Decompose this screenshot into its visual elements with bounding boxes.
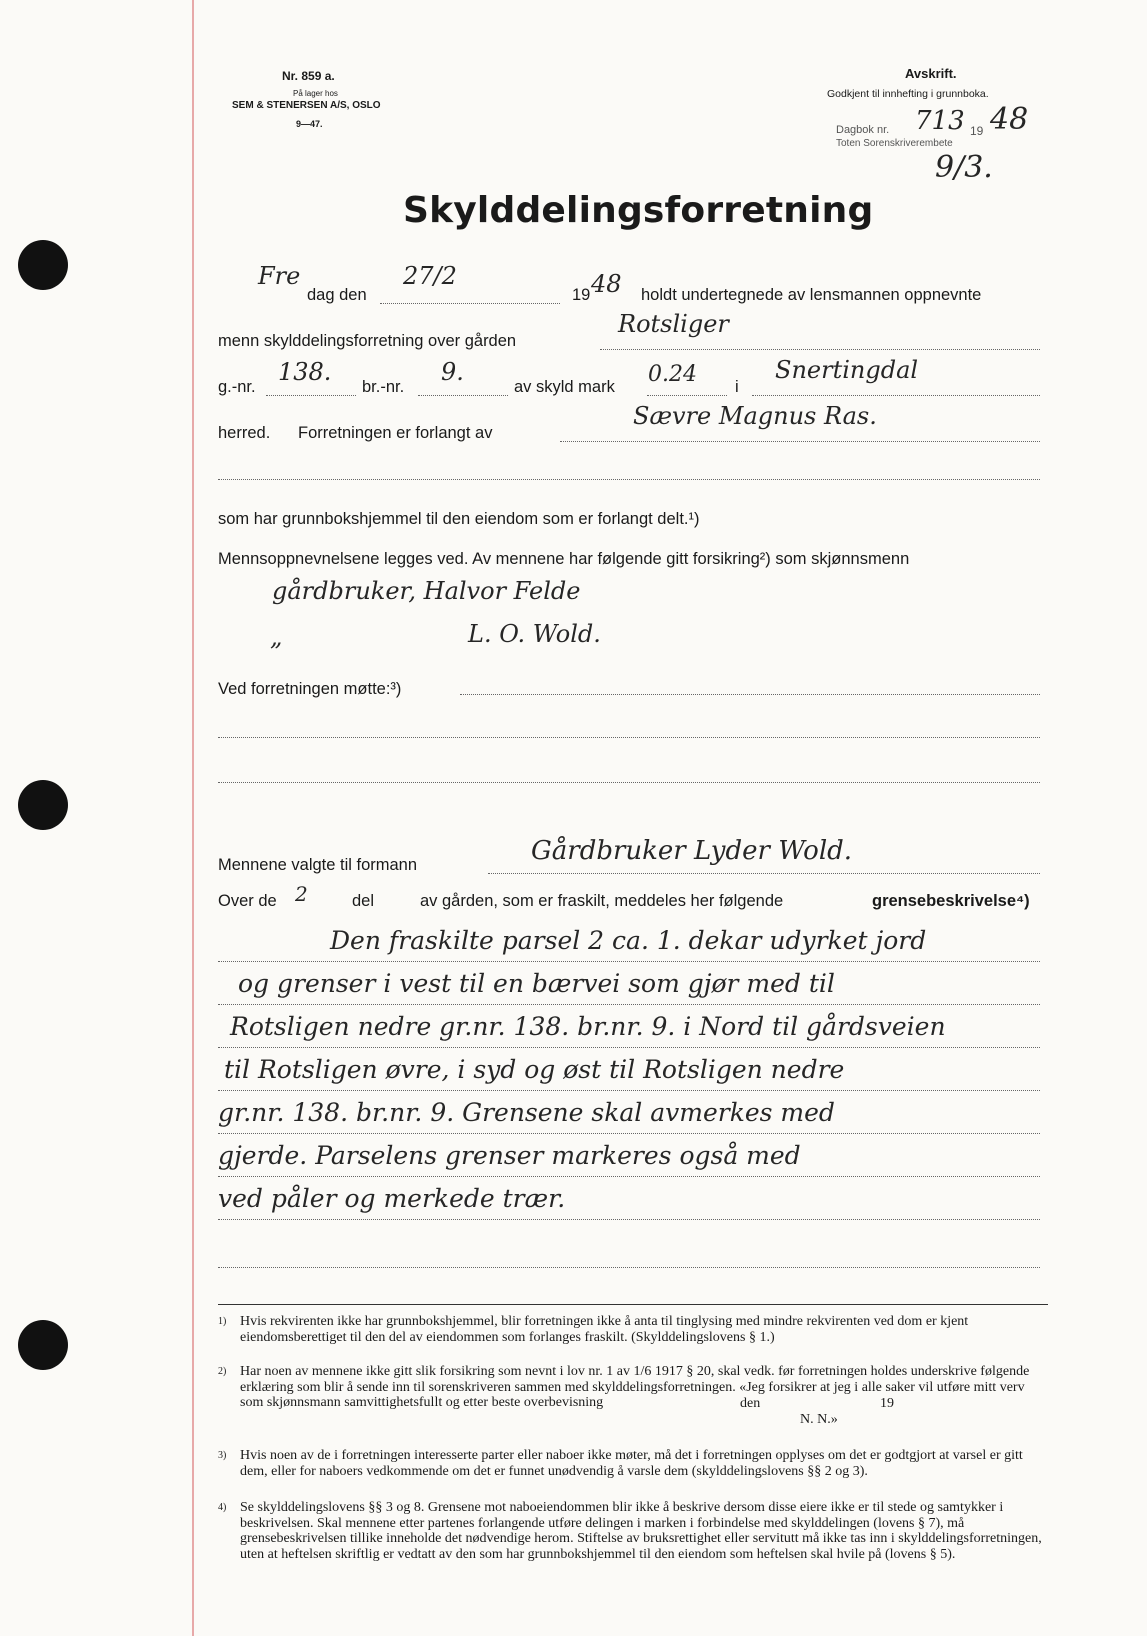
requester-handwritten: Sævre Magnus Ras. bbox=[633, 402, 877, 430]
ruled-line bbox=[218, 1267, 1040, 1268]
form-number: Nr. 859 a. bbox=[282, 69, 335, 83]
footnote-number: 4) bbox=[218, 1502, 227, 1513]
weekday-handwritten: Fre bbox=[258, 262, 301, 290]
in-label: i bbox=[735, 378, 739, 396]
over-label: Over de bbox=[218, 892, 277, 910]
footnote-text: Hvis rekvirenten ikke har grunnbokshjemmel, blir forretningen ikke å anta til tinglysing med mindre rekvirenten ved dom er kjent eiendomsberettiget til den del av eiendommen som forlanges fraskilt. (Skylddelingslovens § 1.) bbox=[240, 1314, 969, 1345]
chairman-label: Mennene valgte til formann bbox=[218, 856, 418, 874]
document-title: Skylddelingsforretning bbox=[403, 190, 874, 231]
gnr-line bbox=[266, 395, 356, 396]
requester-line bbox=[560, 441, 1040, 442]
appointment-text: Mennsoppnevnelsene legges ved. Av mennene har følgende gitt forsikring²) som skjønnsmenn bbox=[218, 550, 910, 568]
ruled-line bbox=[218, 961, 1040, 962]
ruled-line bbox=[218, 1090, 1040, 1091]
godkjent-label: Godkjent til innhefting i grunnboka. bbox=[827, 88, 989, 100]
dagbok-year: 48 bbox=[990, 102, 1029, 137]
blank-line bbox=[218, 737, 1040, 738]
description-line-2: og grenser i vest til en bærvei som gjør med til bbox=[238, 969, 835, 998]
attendees-label: Ved forretningen møtte:³) bbox=[218, 680, 402, 698]
printer-name: SEM & STENERSEN A/S, OSLO bbox=[232, 100, 381, 111]
footnote-den: den bbox=[740, 1395, 761, 1411]
year-handwritten: 48 bbox=[591, 270, 622, 298]
blank-line bbox=[218, 782, 1040, 783]
footnote-text: Har noen av mennene ikke gitt slik forsikring som nevnt i lov nr. 1 av 1/6 1917 § 20, skal vedk. før forretningen holdes underskrive følgende erklæring som blir å sende inn til sorenskriveren sammen med skylddelingsforretningen. «Jeg forsikrer at jeg i alle saker vil utføre mitt verv som skjønnsmann samvittighetsfullt og etter beste overbevisning bbox=[240, 1364, 1030, 1410]
office-stamp: Toten Sorenskriverembete bbox=[836, 138, 953, 149]
gnr-label: g.-nr. bbox=[218, 378, 256, 396]
description-line-4: til Rotsligen øvre, i syd og øst til Rotsligen nedre bbox=[224, 1055, 845, 1084]
ruled-line bbox=[218, 1047, 1040, 1048]
printer-date: 9—47. bbox=[296, 119, 323, 129]
requested-by-label: Forretningen er forlangt av bbox=[298, 424, 493, 442]
skyld-label: av skyld mark bbox=[514, 378, 615, 396]
ditto-mark: „ bbox=[270, 623, 283, 651]
dagbok-number: 713 bbox=[915, 106, 965, 136]
day-label: dag den bbox=[307, 286, 367, 304]
chairman-handwritten: Gårdbruker Lyder Wold. bbox=[531, 836, 853, 866]
date-handwritten: 27/2 bbox=[403, 262, 457, 290]
registration-date: 9/3. bbox=[935, 150, 993, 185]
footnote-number: 3) bbox=[218, 1450, 227, 1461]
gnr-handwritten: 138. bbox=[278, 358, 332, 386]
blank-line bbox=[218, 479, 1040, 480]
footnote-text: Se skylddelingslovens §§ 3 og 8. Grensene mot naboeiendommen blir ikke å beskrive dersom disse eiere ikke er til stede og samtykker i beskrivelsen. Skal mennene etter partenes forlangende utføre delingen i marken i forbindelse med skylddelingen (lovens § 7), må grensebeskrivelsen tillike inneholde det nødvendige herom. Stiftelse av bruksrettighet eller servitutt må ikke tas inn i skylddelingsforretningen, uten at heftelsen skriftlig er vedtatt av den som har grunnbokshjemmel til den eiendom som heftelsen skal hvile på (lovens § 5). bbox=[240, 1500, 1042, 1562]
footnote-4 bbox=[218, 1500, 1048, 1562]
footnote-number: 2) bbox=[218, 1366, 227, 1377]
grunnbok-text: som har grunnbokshjemmel til den eiendom som er forlangt delt.¹) bbox=[218, 510, 700, 528]
footnote-number: 1) bbox=[218, 1316, 227, 1327]
intro-text: holdt undertegnede av lensmannen oppnevnte bbox=[641, 286, 982, 304]
part-handwritten: 2 bbox=[295, 882, 308, 906]
description-line-7: ved påler og merkede trær. bbox=[218, 1184, 566, 1213]
boundary-intro: av gården, som er fraskilt, meddeles her følgende bbox=[420, 892, 784, 910]
place-line bbox=[752, 395, 1040, 396]
attendees-line bbox=[460, 694, 1040, 695]
farm-label: menn skylddelingsforretning over gården bbox=[218, 332, 517, 350]
ruled-line bbox=[218, 1176, 1040, 1177]
ruled-line bbox=[218, 1219, 1040, 1220]
avskrift-label: Avskrift. bbox=[905, 66, 957, 81]
brnr-handwritten: 9. bbox=[441, 358, 464, 386]
punch-hole bbox=[18, 240, 68, 290]
footnote-3 bbox=[218, 1448, 1048, 1479]
margin-rule bbox=[192, 0, 194, 1636]
brnr-line bbox=[418, 395, 508, 396]
ruled-line bbox=[218, 1133, 1040, 1134]
punch-hole bbox=[18, 780, 68, 830]
footnote-text: Hvis noen av de i forretningen interesserte parter eller naboer ikke møter, må det i forretningen opplyses om det er godtgjort at varsel er gitt dem, eller for naboers vedkommende om det er funnet unødvendig å varsle dem (skylddelingslovens §§ 2 og 3). bbox=[240, 1448, 1023, 1479]
year-print: 19 bbox=[572, 286, 591, 304]
description-line-3: Rotsligen nedre gr.nr. 138. br.nr. 9. i Nord til gårdsveien bbox=[230, 1012, 946, 1041]
chairman-line bbox=[488, 873, 1040, 874]
part-label: del bbox=[352, 892, 375, 910]
footnote-divider bbox=[218, 1304, 1048, 1305]
dagbok-label: Dagbok nr. bbox=[836, 124, 890, 136]
description-line-1: Den fraskilte parsel 2 ca. 1. dekar udyrket jord bbox=[330, 926, 927, 955]
herred-label: herred. bbox=[218, 424, 271, 442]
footnote-1 bbox=[218, 1314, 1048, 1345]
appraiser-2-handwritten: L. O. Wold. bbox=[468, 620, 601, 648]
date-line bbox=[380, 303, 560, 304]
dagbok-year-prefix: 19 bbox=[970, 124, 984, 138]
ruled-line bbox=[218, 1004, 1040, 1005]
footnote-signature: N. N.» bbox=[800, 1411, 838, 1427]
skyld-line bbox=[647, 395, 727, 396]
brnr-label: br.-nr. bbox=[362, 378, 405, 396]
appraiser-1-handwritten: gårdbruker, Halvor Felde bbox=[272, 577, 581, 605]
boundary-label: grensebeskrivelse⁴) bbox=[872, 892, 1030, 910]
farm-line bbox=[600, 349, 1040, 350]
printer-line: På lager hos bbox=[293, 89, 338, 98]
farm-name-handwritten: Rotsliger bbox=[618, 310, 729, 338]
description-line-6: gjerde. Parselens grenser markeres også med bbox=[218, 1141, 801, 1170]
skyld-handwritten: 0.24 bbox=[648, 362, 697, 387]
punch-hole bbox=[18, 1320, 68, 1370]
footnote-2 bbox=[218, 1364, 1048, 1427]
place-handwritten: Snertingdal bbox=[775, 356, 919, 384]
footnote-year: 19 bbox=[880, 1395, 894, 1411]
description-line-5: gr.nr. 138. br.nr. 9. Grensene skal avmerkes med bbox=[218, 1098, 835, 1127]
